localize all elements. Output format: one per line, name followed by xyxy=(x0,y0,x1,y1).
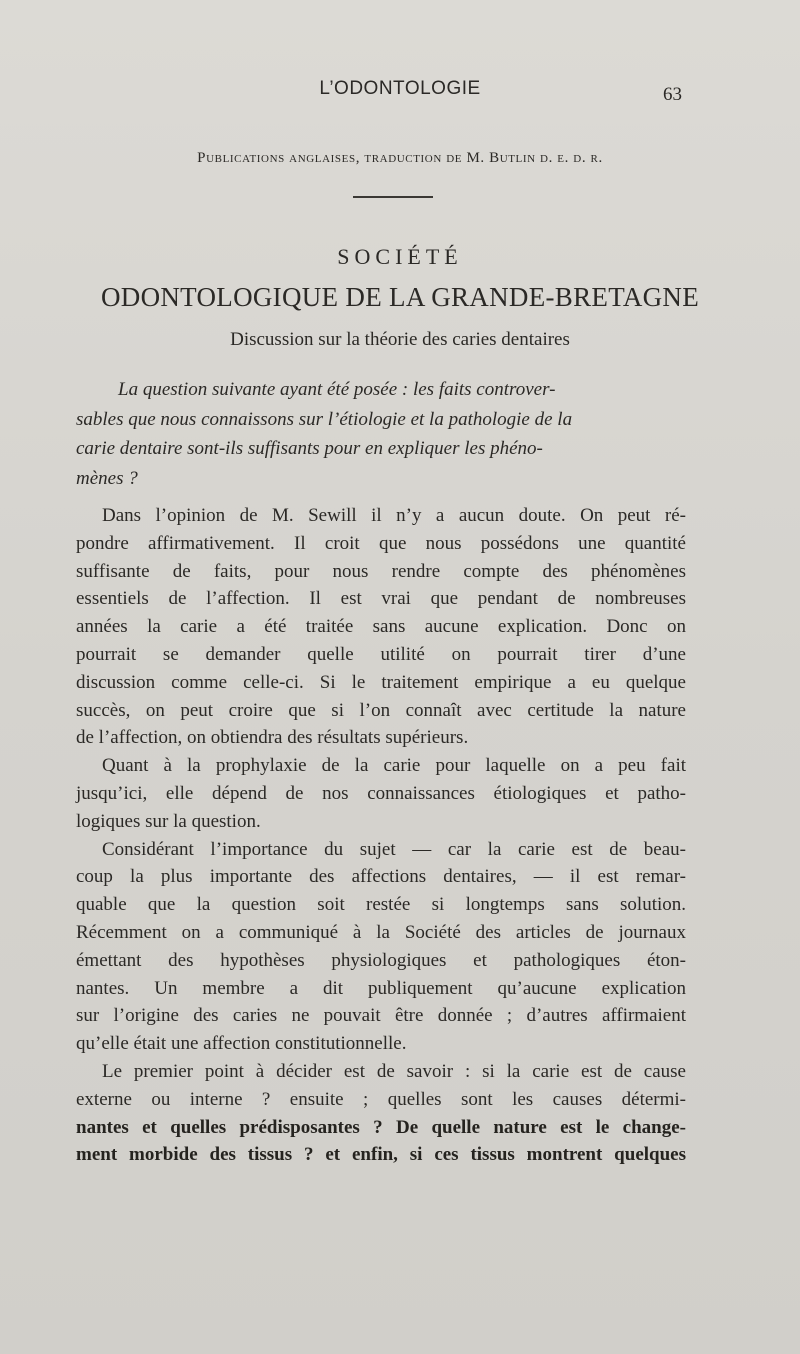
text-line: quable que la question soit restée si longtemps sans solution. xyxy=(76,894,686,916)
running-title: L’ODONTOLOGIE xyxy=(319,78,481,99)
question-line: sables que nous connaissons sur l’étiologie et la pathologie de la xyxy=(76,408,573,430)
text-line: Dans l’opinion de M. Sewill il n’y a aucun doute. On peut ré- xyxy=(102,505,686,526)
text-line: Quant à la prophylaxie de la carie pour laquelle on a peu fait xyxy=(102,755,686,777)
text-line: émettant des hypothèses physiologiques et pathologiques éton- xyxy=(76,949,686,971)
text-line: discussion comme celle-ci. Si le traitement empirique a eu quelque xyxy=(76,671,686,693)
question-paragraph xyxy=(76,375,686,493)
question-line: carie dentaire sont-ils suffisants pour en expliquer les phéno- xyxy=(76,438,543,459)
heading-societe: SOCIÉTÉ xyxy=(337,244,463,269)
subtitle: Discussion sur la théorie des caries dentaires xyxy=(230,329,570,350)
heading-main: ODONTOLOGIQUE DE LA GRANDE-BRETAGNE xyxy=(100,282,700,312)
text-line: Considérant l’importance du sujet — car la carie est de beau- xyxy=(102,838,686,860)
text-line: de l’affection, on obtiendra des résultats supérieurs. xyxy=(76,727,469,749)
text-line: essentiels de l’affection. Il est vrai que pendant de nombreuses xyxy=(76,588,686,610)
text-line: qu’elle était une affection constitutionnelle. xyxy=(76,1033,407,1055)
text-line: pourrait se demander quelle utilité on pourrait tirer d’une xyxy=(76,643,686,665)
publication-line: Publications anglaises, traduction de M. Butlin d. e. d. r. xyxy=(197,150,603,166)
body-text xyxy=(76,502,686,1169)
text-line: jusqu’ici, elle dépend de nos connaissances étiologiques et patho- xyxy=(76,782,686,804)
text-line: nantes et quelles prédisposantes ? De quelle nature est le change- xyxy=(76,1116,686,1138)
text-line: pondre affirmativement. Il croit que nous possédons une quantité xyxy=(76,532,686,554)
text-line: Récemment on a communiqué à la Société des articles de journaux xyxy=(76,921,686,943)
text-line: logiques sur la question. xyxy=(76,810,261,832)
text-line: suffisante de faits, pour nous rendre compte des phénomènes xyxy=(76,560,686,582)
separator-rule xyxy=(353,196,433,198)
text-line: années la carie a été traitée sans aucune explication. Donc on xyxy=(76,616,686,638)
text-line: succès, on peut croire que si l’on connaît avec certitude la nature xyxy=(76,699,686,721)
question-line: La question suivante ayant été posée : les faits controver- xyxy=(118,379,556,400)
question-line: mènes ? xyxy=(76,467,138,489)
text-line: sur l’origine des caries ne pouvait être donnée ; d’autres affirmaient xyxy=(76,1005,686,1027)
text-line: nantes. Un membre a dit publiquement qu’aucune explication xyxy=(76,977,686,999)
text-line: ment morbide des tissus ? et enfin, si ces tissus montrent quelques xyxy=(76,1144,686,1166)
text-line: Le premier point à décider est de savoir : si la carie est de cause xyxy=(102,1060,686,1082)
text-line: coup la plus importante des affections dentaires, — il est remar- xyxy=(76,866,686,888)
text-line: externe ou interne ? ensuite ; quelles sont les causes détermi- xyxy=(76,1088,686,1110)
page-number: 63 xyxy=(663,84,682,105)
